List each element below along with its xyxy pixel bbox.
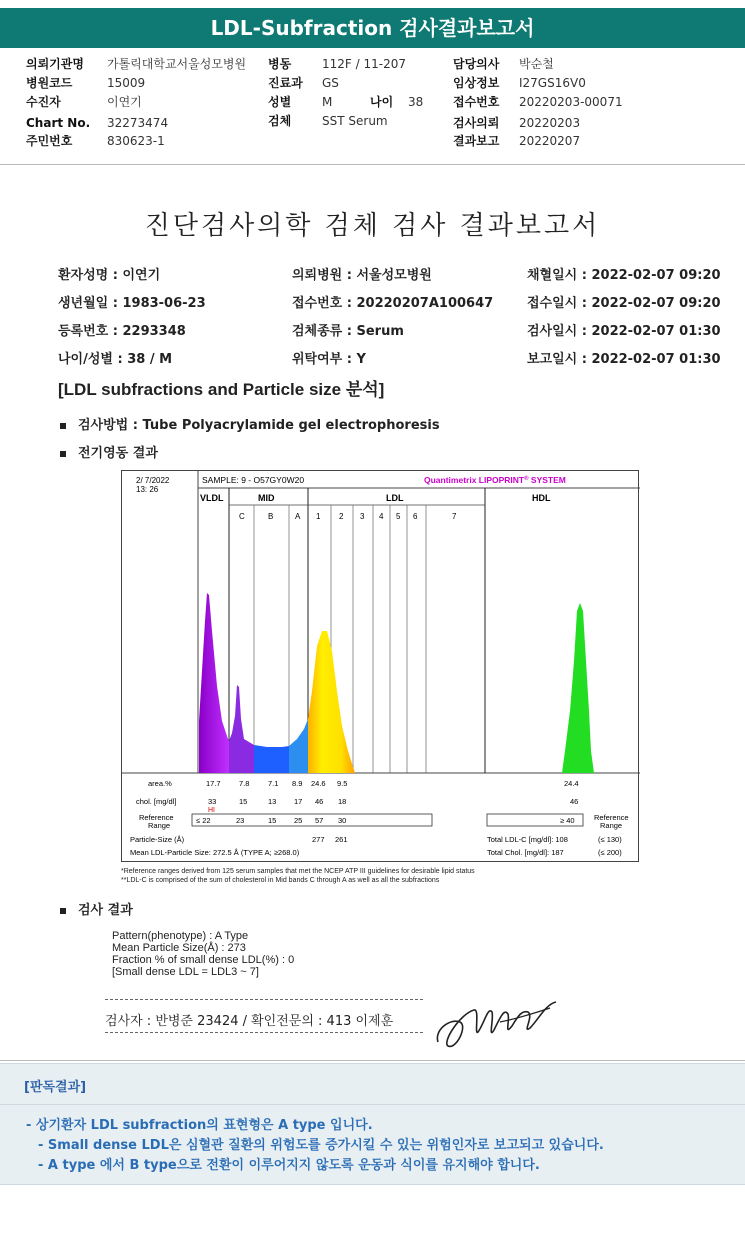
lipoprint-chart	[121, 470, 639, 862]
patient-field: 보고일시 : 2022-02-07 01:30	[527, 352, 721, 367]
bullet-icon	[60, 908, 66, 914]
particle-value: 277	[312, 835, 325, 844]
info-value: 15009	[107, 76, 146, 90]
patient-field: 의뢰병원 : 서울성모병원	[292, 268, 432, 283]
report-title: 진단검사의학 검체 검사 결과보고서	[144, 211, 601, 241]
band-label: 6	[413, 512, 418, 521]
band-label: 1	[316, 512, 321, 521]
info-value: 830623-1	[107, 134, 165, 148]
chol-hi-flag: HI	[208, 807, 215, 814]
result-line: [Small dense LDL = LDL3 ~ 7]	[112, 966, 259, 978]
band-label: 2	[339, 512, 344, 521]
brand-registered: ®	[524, 476, 529, 482]
ref-value: 23	[236, 816, 245, 825]
patient-field: 채혈일시 : 2022-02-07 09:20	[527, 268, 721, 283]
section-subtitle: [LDL subfractions and Particle size 분석]	[58, 380, 385, 399]
peak-mid-b	[254, 745, 289, 773]
chart-time: 13: 26	[136, 485, 159, 494]
info-value: GS	[322, 76, 339, 90]
row-label-chol: chol. [mg/dl]	[136, 797, 177, 806]
divider	[0, 1060, 745, 1061]
band-labels	[239, 512, 457, 521]
ref-value: 57	[315, 816, 324, 825]
chol-value: 17	[294, 797, 303, 806]
area-value: 17.7	[206, 779, 221, 788]
peak-mid-c	[229, 685, 254, 773]
method-text: 검사방법 : Tube Polyacrylamide gel electrophoresis	[78, 418, 440, 433]
divider	[0, 164, 745, 165]
brand-system: SYSTEM	[528, 475, 566, 485]
electro-heading	[60, 442, 158, 461]
group-vldl-label: VLDL	[200, 493, 224, 503]
info-label: 병동	[268, 57, 292, 71]
area-value: 24.6	[311, 779, 326, 788]
info-value: SST Serum	[322, 114, 388, 128]
result-line: Fraction % of small dense LDL(%) : 0	[112, 954, 295, 966]
band-label: 4	[379, 512, 384, 521]
total-chol-ref: (≤ 200)	[598, 848, 622, 857]
chol-value: 13	[268, 797, 277, 806]
method-line	[60, 414, 440, 433]
signature-line: 검사자 : 반병준 23424 / 확인전문의 : 413 이제훈	[105, 1014, 394, 1029]
info-label: 결과보고	[453, 134, 500, 148]
row-label-particle: Particle-Size (Å)	[130, 835, 185, 844]
dashed-divider	[105, 1032, 423, 1033]
info-label: 접수번호	[453, 95, 500, 109]
info-label: 주민번호	[26, 134, 73, 148]
ref-label-right2: Range	[600, 821, 623, 830]
ref-value: ≤ 22	[196, 816, 211, 825]
chol-value: 33	[208, 797, 217, 806]
chol-value: 18	[338, 797, 347, 806]
row-label-area: area.%	[148, 779, 172, 788]
info-value: 가톨릭대학교서울성모병원	[107, 57, 247, 71]
total-ldlc: Total LDL-C [mg/dl]: 108	[487, 835, 568, 844]
band-label: 7	[452, 512, 457, 521]
patient-field: 검체종류 : Serum	[292, 324, 404, 339]
particle-value: 261	[335, 835, 348, 844]
chart-sample: SAMPLE: 9 - O57GY0W20	[202, 475, 305, 485]
info-value: 20220203	[519, 116, 581, 130]
area-value: 8.9	[292, 779, 303, 788]
info-value: M	[322, 95, 333, 109]
judgement-line: - A type 에서 B type으로 전환이 이루어지지 않도록 운동과 식이를 유지해야 합니다.	[38, 1158, 540, 1173]
judgement-line: - Small dense LDL은 심혈관 질환의 위험도를 증가시킬 수 있는 위험인자로 보고되고 있습니다.	[38, 1138, 604, 1153]
band-label: A	[295, 512, 301, 521]
ref-label-right: Reference	[594, 813, 629, 822]
patient-info-panel	[0, 52, 745, 164]
ref-hdl-value: ≥ 40	[560, 816, 575, 825]
brand-name: Quantimetrix LIPOPRINT	[424, 475, 525, 485]
info-value: I27GS16V0	[519, 76, 586, 90]
chart-date: 2/ 7/2022	[136, 476, 170, 485]
info-value: 20220207	[519, 134, 581, 148]
peak-hdl	[562, 603, 594, 773]
info-value: 이연기	[107, 95, 142, 109]
info-label: 임상정보	[453, 76, 500, 90]
peak-ldl	[308, 631, 355, 773]
info-value: 20220203-00071	[519, 95, 623, 109]
peak-vldl	[199, 593, 229, 773]
group-mid-label: MID	[258, 493, 275, 503]
electro-text: 전기영동 결과	[78, 446, 158, 461]
result-line: Pattern(phenotype) : A Type	[112, 930, 249, 942]
bullet-icon	[60, 423, 66, 429]
info-label: 검사의뢰	[453, 116, 500, 130]
lipoprint-svg	[122, 471, 640, 863]
report-header: LDL-Subfraction 검사결과보고서	[0, 8, 745, 48]
result-summary	[112, 930, 294, 978]
result-line: Mean Particle Size(Å) : 273	[112, 942, 246, 954]
band-label: 5	[396, 512, 401, 521]
chol-hdl-value: 46	[570, 797, 579, 806]
info-label: 담당의사	[453, 57, 500, 71]
judgement-title: [판독결과]	[24, 1080, 87, 1095]
chol-value: 46	[315, 797, 324, 806]
info-label: 병원코드	[26, 76, 73, 90]
area-value: 7.1	[268, 779, 279, 788]
area-hdl-value: 24.4	[564, 779, 579, 788]
patient-field: 위탁여부 : Y	[292, 352, 366, 367]
band-label: B	[268, 512, 274, 521]
info-value: 112F / 11-207	[322, 57, 406, 71]
judgement-panel	[0, 1063, 745, 1185]
result-table	[130, 779, 629, 857]
area-value: 7.8	[239, 779, 250, 788]
footnote: *Reference ranges derived from 125 serum samples that met the NCEP ATP III guidelines for desirable lipid status	[121, 868, 475, 875]
ref-value: 15	[268, 816, 277, 825]
patient-field: 검사일시 : 2022-02-07 01:30	[527, 324, 721, 339]
report-body	[0, 170, 745, 1060]
group-hdl-label: HDL	[532, 493, 551, 503]
judgement-divider	[0, 1104, 745, 1105]
patient-field: 등록번호 : 2293348	[58, 324, 186, 339]
chart-brand	[424, 475, 566, 485]
info-value: 38	[408, 95, 424, 109]
ref-value: 25	[294, 816, 303, 825]
group-ldl-label: LDL	[386, 493, 404, 503]
info-label: 나이	[370, 95, 394, 109]
footnote: **LDL-C is comprised of the sum of cholesterol in Mid bands C through A as well as all the subfractions	[121, 877, 440, 884]
info-label: Chart No.	[26, 116, 91, 130]
info-label: 검체	[268, 114, 292, 128]
info-value: 32273474	[107, 116, 169, 130]
chol-value: 15	[239, 797, 248, 806]
patient-field: 생년월일 : 1983-06-23	[58, 296, 206, 311]
info-label: 의뢰기관명	[26, 57, 84, 71]
patient-field: 환자성명 : 이연기	[58, 268, 161, 283]
bullet-icon	[60, 451, 66, 457]
info-label: 진료과	[268, 76, 303, 90]
info-label: 수진자	[26, 95, 61, 109]
result-heading	[60, 899, 133, 918]
ref-value: 30	[338, 816, 347, 825]
band-label: C	[239, 512, 245, 521]
judgement-line: - 상기환자 LDL subfraction의 표현형은 A type 입니다.	[26, 1118, 373, 1133]
row-label-ref2: Range	[148, 821, 171, 830]
dashed-divider	[105, 999, 423, 1000]
area-value: 9.5	[337, 779, 348, 788]
band-label: 3	[360, 512, 365, 521]
result-heading-text: 검사 결과	[78, 903, 133, 918]
ref-box	[192, 814, 432, 826]
total-chol: Total Chol. [mg/dl]: 187	[487, 848, 564, 857]
patient-field: 접수번호 : 20220207A100647	[292, 296, 494, 311]
info-value: 박순철	[519, 57, 554, 71]
row-label-ref: Reference	[139, 813, 174, 822]
peak-mid-a	[289, 719, 308, 773]
signature-icon	[430, 992, 570, 1056]
info-label: 성별	[268, 95, 292, 109]
mean-particle: Mean LDL-Particle Size: 272.5 Å (TYPE A; ≥268.0)	[130, 848, 300, 857]
total-ldlc-ref: (≤ 130)	[598, 835, 622, 844]
patient-field: 나이/성별 : 38 / M	[58, 352, 173, 367]
patient-field: 접수일시 : 2022-02-07 09:20	[527, 296, 721, 311]
